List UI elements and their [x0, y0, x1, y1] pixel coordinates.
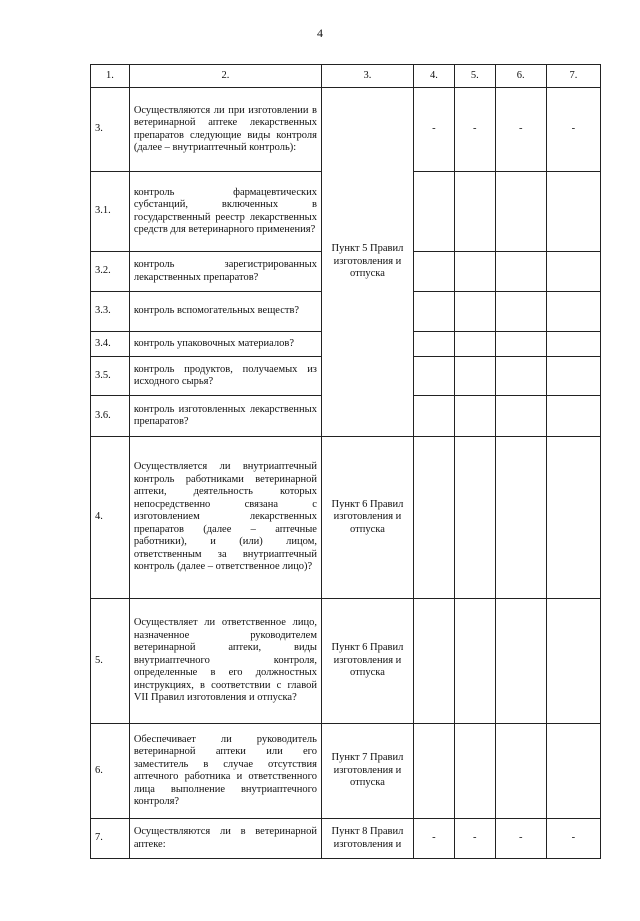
mark-cell [413, 252, 454, 292]
mark-cell [454, 332, 495, 357]
mark-cell [495, 724, 546, 819]
row-number: 3.4. [91, 332, 130, 357]
mark-cell [546, 724, 600, 819]
mark-cell: - [454, 819, 495, 859]
header-cell: 4. [413, 65, 454, 88]
row-question: Осуществляются ли при изготовлении в ветеринарной аптеке лекарственных препаратов следующие виды контроля (далее – внутриаптечный контроль): [129, 88, 321, 172]
mark-cell [495, 292, 546, 332]
table-row [91, 724, 601, 819]
mark-cell [454, 252, 495, 292]
legal-reference: Пункт 8 Правил изготовления и [321, 819, 413, 859]
mark-cell [495, 437, 546, 599]
row-number: 7. [91, 819, 130, 859]
row-question: контроль упаковочных материалов? [129, 332, 321, 357]
row-question: контроль вспомогательных веществ? [129, 292, 321, 332]
mark-cell [495, 252, 546, 292]
row-number: 3. [91, 88, 130, 172]
mark-cell: - [495, 819, 546, 859]
mark-cell [413, 724, 454, 819]
legal-reference: Пункт 7 Правил изготовления и отпуска [321, 724, 413, 819]
page-number: 4 [317, 26, 323, 40]
row-question: контроль продуктов, получаемых из исходного сырья? [129, 357, 321, 396]
mark-cell [546, 599, 600, 724]
mark-cell [546, 292, 600, 332]
mark-cell [495, 396, 546, 437]
mark-cell [413, 437, 454, 599]
row-number: 5. [91, 599, 130, 724]
row-number: 6. [91, 724, 130, 819]
mark-cell [454, 172, 495, 252]
row-number: 3.3. [91, 292, 130, 332]
mark-cell [454, 396, 495, 437]
row-question: контроль изготовленных лекарственных препаратов? [129, 396, 321, 437]
legal-reference: Пункт 5 Правил изготовления и отпуска [321, 88, 413, 437]
mark-cell [413, 292, 454, 332]
header-cell: 7. [546, 65, 600, 88]
mark-cell [546, 396, 600, 437]
table-row [91, 819, 601, 859]
row-number: 3.5. [91, 357, 130, 396]
row-question: контроль фармацевтических субстанций, включенных в государственный реестр лекарственных средств для ветеринарного применения? [129, 172, 321, 252]
mark-cell [546, 437, 600, 599]
mark-cell [546, 172, 600, 252]
header-row [91, 65, 601, 88]
mark-cell: - [546, 819, 600, 859]
mark-cell [413, 172, 454, 252]
row-number: 4. [91, 437, 130, 599]
mark-cell: - [495, 88, 546, 172]
header-cell: 5. [454, 65, 495, 88]
mark-cell [454, 437, 495, 599]
legal-reference: Пункт 6 Правил изготовления и отпуска [321, 599, 413, 724]
mark-cell: - [413, 88, 454, 172]
mark-cell [413, 332, 454, 357]
row-number: 3.1. [91, 172, 130, 252]
header-cell: 2. [129, 65, 321, 88]
row-question: Осуществляет ли ответственное лицо, назначенное руководителем ветеринарной аптеки, виды внутриаптечного контроля, определенные в его должностных инструкциях, в соответствии с главой VII Правил изготовления и отпуска? [129, 599, 321, 724]
header-cell: 1. [91, 65, 130, 88]
table-row [91, 437, 601, 599]
header-cell: 3. [321, 65, 413, 88]
checklist-table [90, 64, 601, 859]
table-row [91, 88, 601, 172]
row-question: Обеспечивает ли руководитель ветеринарной аптеки или его заместитель в случае отсутствия аптечного работника и ответственного лица выполнение внутриаптечного контроля? [129, 724, 321, 819]
mark-cell [546, 252, 600, 292]
legal-reference: Пункт 6 Правил изготовления и отпуска [321, 437, 413, 599]
row-number: 3.2. [91, 252, 130, 292]
table-row [91, 599, 601, 724]
mark-cell [454, 292, 495, 332]
row-question: Осуществляется ли внутриаптечный контроль работниками ветеринарной аптеки, деятельность которых непосредственно связана с изготовлением лекарственных препаратов (далее – аптечные работники), и (или) лицом, ответственным за внутриаптечный контроль (далее – ответственное лицо)? [129, 437, 321, 599]
row-question: Осуществляются ли в ветеринарной аптеке: [129, 819, 321, 859]
header-cell: 6. [495, 65, 546, 88]
mark-cell [413, 599, 454, 724]
row-number: 3.6. [91, 396, 130, 437]
mark-cell [454, 724, 495, 819]
mark-cell: - [454, 88, 495, 172]
mark-cell [546, 332, 600, 357]
mark-cell: - [546, 88, 600, 172]
mark-cell [495, 172, 546, 252]
row-question: контроль зарегистрированных лекарственных препаратов? [129, 252, 321, 292]
mark-cell [546, 357, 600, 396]
mark-cell [413, 396, 454, 437]
mark-cell [454, 599, 495, 724]
mark-cell [495, 599, 546, 724]
mark-cell [454, 357, 495, 396]
mark-cell [495, 332, 546, 357]
mark-cell [495, 357, 546, 396]
mark-cell [413, 357, 454, 396]
mark-cell: - [413, 819, 454, 859]
